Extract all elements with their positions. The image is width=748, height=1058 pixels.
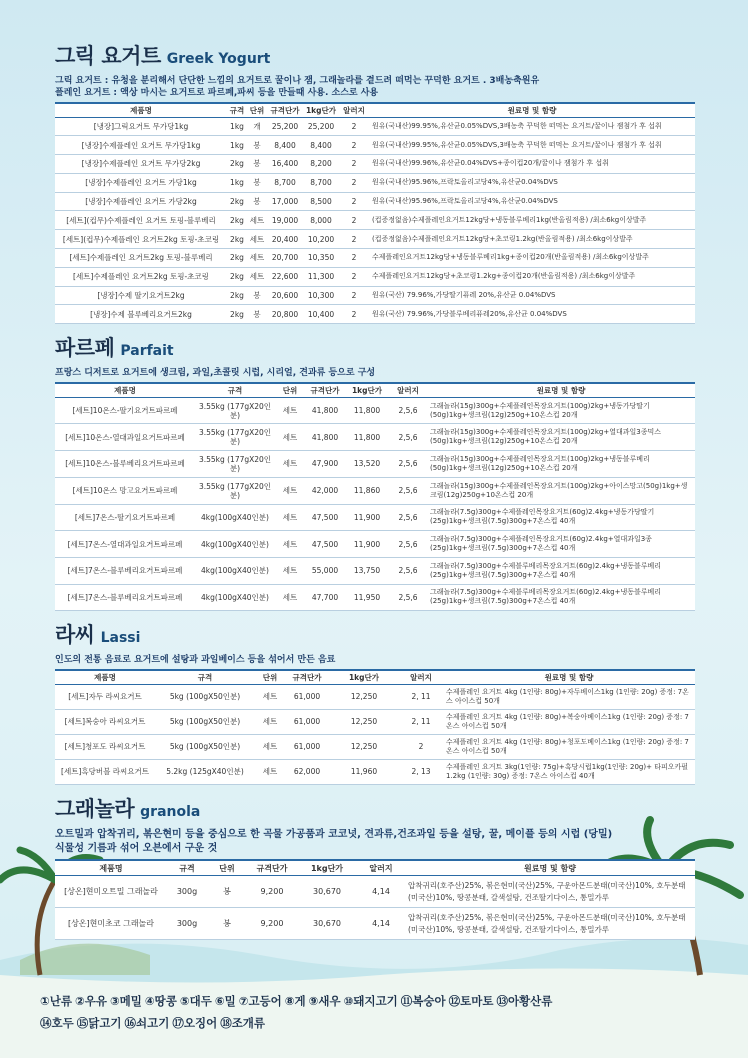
table-cell: 2kg	[227, 267, 247, 286]
table-cell: 봉	[247, 286, 267, 305]
table-cell: (컵증정없음)수제플레인요거트12kg당+냉동블루베리1kg(반올림적용) /최소6kg이상발주	[369, 211, 695, 230]
table-cell: 61,000	[285, 684, 329, 709]
table-cell: 12,250	[329, 709, 399, 734]
table-cell: 62,000	[285, 759, 329, 784]
table-cell: 25,200	[267, 117, 303, 136]
table-cell: 봉	[247, 136, 267, 155]
table-cell: 1kg	[227, 136, 247, 155]
allergen-item: ⑱조개류	[220, 1016, 266, 1030]
table-row	[55, 173, 695, 192]
table-cell: 5kg (100gX50인분)	[155, 684, 255, 709]
table-cell: 41,800	[305, 424, 345, 451]
description: 플레인 요거트 : 액상 마시는 요거트로 파르페,파씨 등을 만들때 사용. 소스로 사용	[55, 88, 379, 98]
col-header: 제품명	[55, 860, 167, 876]
col-header: 원료명 및 함량	[427, 383, 695, 397]
table-cell: 그래놀라(7.5g)300g+수제블루베리목장요거트(60g)2.4kg+냉동블루베리(25g)1kg+생크림(7.5g)300g+7온스컵 40개	[427, 557, 695, 584]
col-header: 규격단가	[305, 383, 345, 397]
table-cell: 2	[399, 734, 443, 759]
table-cell: 2kg	[227, 211, 247, 230]
description: 식물성 기름과 섞어 오븐에서 구운 것	[55, 842, 218, 854]
table-cell: 2,5,6	[389, 504, 427, 531]
table-cell: 압착귀리(호주산)25%, 볶은현미(국산)25%, 구운아몬드분태(미국산)10%, 호두분태(미국산)10%, 땅콩분태, 갈색설탕, 건조딸기다이스, 통밀가루	[405, 908, 695, 940]
col-header: 원료명 및 함량	[443, 670, 695, 684]
table-cell: 2kg	[227, 305, 247, 324]
table-cell: 세트	[255, 759, 285, 784]
title-ko: 그릭 요거트	[55, 44, 161, 68]
table-header	[55, 860, 695, 876]
table-cell: 그래놀라(15g)300g+수제플레인목장요거트(100g)2kg+냉동가당딸기(50g)1kg+생크림(12g)250g+10온스컵 20개	[427, 397, 695, 424]
table-cell: [세트]7온스-블루베리요거트파르페	[55, 557, 195, 584]
table-cell: 그래놀라(7.5g)300g+수제플레인목장요거트(60g)2.4kg+열대과일3종(25g)1kg+생크림(7.5g)300g+7온스컵 40개	[427, 531, 695, 558]
col-header: 규격	[167, 860, 207, 876]
table-cell: 300g	[167, 876, 207, 908]
table-cell: 세트	[275, 397, 305, 424]
table-cell: 수제플레인 요거트 4kg (1인량: 80g)+복숭아베이스1kg (1인량: 20g) 증정: 7온스 아이스컵 50개	[443, 709, 695, 734]
table-row	[55, 267, 695, 286]
table-cell: 2	[339, 267, 369, 286]
col-header: 규격	[195, 383, 275, 397]
title-ko: 파르페	[55, 336, 115, 361]
table-cell: 1kg	[227, 173, 247, 192]
table-header	[55, 383, 695, 397]
section-title	[55, 793, 695, 823]
table-cell: 41,800	[305, 397, 345, 424]
table-cell: 5kg (100gX50인분)	[155, 709, 255, 734]
col-header: 제품명	[55, 383, 195, 397]
table-cell: 2kg	[227, 155, 247, 174]
table-cell: 11,950	[345, 584, 389, 611]
title-en: Lassi	[100, 630, 141, 647]
table-cell: 세트	[247, 267, 267, 286]
table-cell: [세트]10온스 망고요거트파르페	[55, 477, 195, 504]
table-cell: 4kg(100gX40인분)	[195, 504, 275, 531]
section-lassi	[55, 619, 695, 785]
col-header: 알러지	[339, 103, 369, 117]
allergen-item: ⑤대두	[179, 994, 212, 1008]
col-header: 단위	[207, 860, 247, 876]
col-header: 1kg단가	[303, 103, 339, 117]
table-cell: 2, 11	[399, 709, 443, 734]
table-cell: 수제플레인 요거트 3kg(1인량: 75g)+흑당시럽1kg(1인량: 20g)+ 타피오카펄 1.2kg (1인량: 30g) 증정: 7온스 아이스컵 40개	[443, 759, 695, 784]
table-cell: 세트	[255, 709, 285, 734]
table-cell: 8,500	[303, 192, 339, 211]
table-cell: [세트]10온스-딸기요거트파르페	[55, 397, 195, 424]
table-cell: 10,400	[303, 305, 339, 324]
description: 그릭 요거트 : 유청을 분리해서 단단한 느낌의 요거트로 꿀이나 잼, 그래놀라를 곁드려 떠먹는 꾸덕한 요거트 . 3배농축원유	[55, 76, 540, 86]
table-row	[55, 192, 695, 211]
col-header: 제품명	[55, 103, 227, 117]
table-cell: [세트]7온스-딸기요거트파르페	[55, 504, 195, 531]
table-row	[55, 249, 695, 268]
col-header: 단위	[275, 383, 305, 397]
table-body	[55, 117, 695, 324]
table-cell: 20,400	[267, 230, 303, 249]
table-row	[55, 155, 695, 174]
allergen-item: ①난류	[40, 994, 72, 1008]
table-cell: 8,700	[303, 173, 339, 192]
table-cell: 원유(국내산)95.96%,프락토올리고당4%,유산균0.04%DVS	[369, 173, 695, 192]
table-cell: 2,5,6	[389, 451, 427, 478]
col-header: 규격단가	[267, 103, 303, 117]
allergen-item: ②우유	[74, 994, 107, 1008]
table-cell: 3.55kg (177gX20인분)	[195, 451, 275, 478]
table-cell: 19,000	[267, 211, 303, 230]
table-cell: [세트]수제플레인 요거트2kg 토핑-블루베리	[55, 249, 227, 268]
table-cell: 20,700	[267, 249, 303, 268]
table-cell: 세트	[247, 249, 267, 268]
table-cell: 2,5,6	[389, 424, 427, 451]
table-cell: 2, 11	[399, 684, 443, 709]
description: 인도의 전통 음료로 요거트에 설탕과 과일베이스 등을 섞어서 만든 음료	[55, 655, 336, 666]
table-row	[55, 557, 695, 584]
table-cell: 42,000	[305, 477, 345, 504]
col-header: 원료명 및 함량	[369, 103, 695, 117]
allergen-item: ⑩돼지고기	[343, 994, 398, 1008]
table-cell: 봉	[207, 876, 247, 908]
table-row	[55, 397, 695, 424]
table-cell: 5kg (100gX50인분)	[155, 734, 255, 759]
table-cell: 2	[339, 173, 369, 192]
table-row	[55, 876, 695, 908]
table-cell: 세트	[275, 504, 305, 531]
table-cell: [냉장]수제 딸기요거트2kg	[55, 286, 227, 305]
col-header: 1kg단가	[297, 860, 357, 876]
table-cell: 수제플레인 요거트 4kg (1인량: 80g)+청포도베이스1kg (1인량: 20g) 증정: 7온스 아이스컵 50개	[443, 734, 695, 759]
table-cell: 12,250	[329, 684, 399, 709]
table-cell: [냉장]수제플레인 요거트 가당1kg	[55, 173, 227, 192]
table-cell: 2kg	[227, 286, 247, 305]
table-cell: 4,14	[357, 908, 405, 940]
table-cell: [상온]현미오트밀 그래놀라	[55, 876, 167, 908]
table-row	[55, 759, 695, 784]
col-header: 알러지	[399, 670, 443, 684]
table-cell: 8,700	[267, 173, 303, 192]
allergen-item: ⑰오징어	[172, 1016, 218, 1030]
table-cell: 세트	[247, 230, 267, 249]
table-cell: 2	[339, 155, 369, 174]
allergen-item: ⑥밀	[214, 994, 236, 1008]
table-cell: 2,5,6	[389, 584, 427, 611]
table-cell: 그래놀라(15g)300g+수제플레인목장요거트(100g)2kg+냉동블루베리(50g)1kg+생크림(12g)250g+10온스컵 20개	[427, 451, 695, 478]
title-en: Greek Yogurt	[166, 51, 271, 67]
table-cell: 13,520	[345, 451, 389, 478]
allergen-item: ⑨새우	[308, 994, 341, 1008]
allergen-item: ⑧게	[284, 994, 306, 1008]
table-cell: 4kg(100gX40인분)	[195, 531, 275, 558]
table-cell: [세트]청포도 라씨요거트	[55, 734, 155, 759]
table-cell: [세트]자두 라씨요거트	[55, 684, 155, 709]
table-cell: [냉장]그릭요거트 무가당1kg	[55, 117, 227, 136]
table-cell: 20,600	[267, 286, 303, 305]
section-greek-yogurt	[55, 40, 695, 324]
col-header: 규격단가	[247, 860, 297, 876]
table-row	[55, 584, 695, 611]
table-row	[55, 531, 695, 558]
table-row	[55, 477, 695, 504]
table-cell: 13,750	[345, 557, 389, 584]
table-row	[55, 424, 695, 451]
table-cell: 11,860	[345, 477, 389, 504]
table-cell: 2,5,6	[389, 531, 427, 558]
section-title	[55, 619, 695, 649]
table-cell: [세트](컵무)수제플레인 요거트 토핑-블루베리	[55, 211, 227, 230]
table-cell: 2	[339, 230, 369, 249]
table-cell: 그래놀라(7.5g)300g+수제블루베리목장요거트(60g)2.4kg+냉동블루베리(25g)1kg+생크림(7.5g)300g+7온스컵 40개	[427, 584, 695, 611]
table-cell: 4,14	[357, 876, 405, 908]
table-cell: 세트	[275, 424, 305, 451]
table-cell: 원유(국내산)99.95%,유산균0.05%DVS,3배농축 꾸덕한 떠먹는 요거트/꿀이나 잼첨가 후 섭취	[369, 136, 695, 155]
table-cell: 원유(국내산)99.95%,유산균0.05%DVS,3배농축 꾸덕한 떠먹는 요거트/꿀이나 잼첨가 후 섭취	[369, 117, 695, 136]
table-cell: 세트	[275, 451, 305, 478]
allergen-legend	[40, 990, 720, 1034]
table-cell: 1kg	[227, 117, 247, 136]
table-cell: 10,350	[303, 249, 339, 268]
table-header	[55, 103, 695, 117]
table-cell: 수제플레인 요거트 4kg (1인량: 80g)+자두베이스1kg (1인량: 20g) 증정: 7온스 아이스컵 50개	[443, 684, 695, 709]
table-cell: 수제플레인요거트12kg당+초코링1.2kg+종이컵20개(반올림적용) /최소6kg이상발주	[369, 267, 695, 286]
section-title	[55, 40, 695, 70]
table-cell: 원유(국내산)95.96%,프락토올리고당4%,유산균0.04%DVS	[369, 192, 695, 211]
table-cell: 세트	[275, 531, 305, 558]
allergen-item: ⑯쇠고기	[124, 1016, 170, 1030]
table-cell: 10,300	[303, 286, 339, 305]
table-cell: 11,300	[303, 267, 339, 286]
allergen-item: ⑮닭고기	[76, 1016, 122, 1030]
table-cell: 2	[339, 305, 369, 324]
table-cell: [상온]현미초코 그래놀라	[55, 908, 167, 940]
table-cell: 47,900	[305, 451, 345, 478]
table-cell: 8,400	[267, 136, 303, 155]
table-cell: 2kg	[227, 249, 247, 268]
table-cell: 17,000	[267, 192, 303, 211]
table-cell: 세트	[255, 684, 285, 709]
table-cell: 2	[339, 117, 369, 136]
table-cell: 47,500	[305, 531, 345, 558]
table-cell: 8,400	[303, 136, 339, 155]
allergen-item: ⑬아황산류	[496, 994, 553, 1008]
table-cell: [세트]복숭아 라씨요거트	[55, 709, 155, 734]
table-cell: 2,5,6	[389, 397, 427, 424]
title-ko: 그래놀라	[55, 796, 135, 821]
table-cell: 25,200	[303, 117, 339, 136]
table-cell: 12,250	[329, 734, 399, 759]
table-cell: 16,400	[267, 155, 303, 174]
table-cell: 봉	[247, 192, 267, 211]
table-cell: 2,5,6	[389, 477, 427, 504]
table-row	[55, 136, 695, 155]
col-header: 규격	[155, 670, 255, 684]
col-header: 알러지	[389, 383, 427, 397]
table-cell: 9,200	[247, 908, 297, 940]
table-row	[55, 117, 695, 136]
table-row	[55, 230, 695, 249]
table-body	[55, 684, 695, 784]
table-cell: 30,670	[297, 908, 357, 940]
product-table	[55, 859, 695, 941]
table-cell: 봉	[207, 908, 247, 940]
table-row	[55, 305, 695, 324]
table-cell: [냉장]수제 블루베리요거트2kg	[55, 305, 227, 324]
table-cell: 압착귀리(호주산)25%, 볶은현미(국산)25%, 구운아몬드분태(미국산)10%, 호두분태(미국산)10%, 땅콩분태, 갈색설탕, 건조딸기다이스, 통밀가루	[405, 876, 695, 908]
table-cell: 30,670	[297, 876, 357, 908]
col-header: 단위	[247, 103, 267, 117]
table-cell: 2kg	[227, 192, 247, 211]
allergen-item: ⑫토마토	[448, 994, 494, 1008]
table-cell: 61,000	[285, 709, 329, 734]
table-cell: 47,700	[305, 584, 345, 611]
product-table	[55, 102, 695, 324]
table-cell: 3.55kg (177gX20인분)	[195, 477, 275, 504]
table-cell: 원유(국산) 79.96%,가당딸기퓨레 20%,유산균 0.04%DVS	[369, 286, 695, 305]
allergen-item: ⑭호두	[40, 1016, 74, 1030]
table-cell: 8,000	[303, 211, 339, 230]
table-cell: 8,200	[303, 155, 339, 174]
table-cell: 11,960	[329, 759, 399, 784]
allergen-item: ③메밀	[109, 994, 142, 1008]
table-row	[55, 286, 695, 305]
table-cell: 55,000	[305, 557, 345, 584]
table-cell: 9,200	[247, 876, 297, 908]
table-cell: 2, 13	[399, 759, 443, 784]
table-cell: 개	[247, 117, 267, 136]
table-cell: 4kg(100gX40인분)	[195, 557, 275, 584]
table-cell: 봉	[247, 155, 267, 174]
table-cell: [냉장]수제플레인 요거트 무가당2kg	[55, 155, 227, 174]
table-cell: 2	[339, 249, 369, 268]
table-header	[55, 670, 695, 684]
table-cell: 5.2kg (125gX40인분)	[155, 759, 255, 784]
description: 프랑스 디저트로 요거트에 생크림, 과일,초콜릿 시럽, 시리얼, 견과류 등으로 구성	[55, 368, 376, 379]
col-header: 알러지	[357, 860, 405, 876]
table-cell: 원유(국산) 79.96%,가당블루베리퓨레20%,유산균 0.04%DVS	[369, 305, 695, 324]
allergen-item: ⑦고등어	[238, 994, 282, 1008]
table-cell: 그래놀라(15g)300g+수제플레인목장요거트(100g)2kg+아이스망고(50g)1kg+생크림(12g)250g+10온스컵 20개	[427, 477, 695, 504]
table-cell: 20,800	[267, 305, 303, 324]
table-cell: [세트]수제플레인 요거트2kg 토핑-초코링	[55, 267, 227, 286]
table-cell: 3.55kg (177gX20인분)	[195, 424, 275, 451]
col-header: 1kg단가	[345, 383, 389, 397]
section-title	[55, 332, 695, 362]
product-table	[55, 669, 695, 785]
table-cell: 세트	[255, 734, 285, 759]
table-cell: [세트]7온스-열대과일요거트파르페	[55, 531, 195, 558]
table-cell: 2	[339, 136, 369, 155]
table-cell: 원유(국내산)99.96%,유산균0.04%DVS+종이컵20개/꿀이나 잼첨가 후 섭취	[369, 155, 695, 174]
table-row	[55, 684, 695, 709]
table-cell: 2	[339, 286, 369, 305]
table-body	[55, 876, 695, 940]
table-cell: 봉	[247, 173, 267, 192]
section-granola	[55, 793, 695, 941]
col-header: 규격	[227, 103, 247, 117]
description: 오트밀과 압착귀리, 볶은현미 등을 중심으로 한 곡물 가공품과 코코넛, 견과류,건조과일 등을 설탕, 꿀, 메이플 등의 시럽 (당밀)	[55, 828, 613, 840]
section-parfait	[55, 332, 695, 611]
table-cell: 300g	[167, 908, 207, 940]
table-cell: [세트](컵무)수제플레인 요거트2kg 토핑-초코링	[55, 230, 227, 249]
title-en: granola	[140, 803, 201, 820]
title-ko: 라씨	[55, 623, 95, 648]
title-en: Parfait	[120, 343, 174, 360]
page-content	[55, 40, 695, 948]
table-cell: 2	[339, 211, 369, 230]
table-cell: [세트]7온스-블루베리요거트파르페	[55, 584, 195, 611]
table-row	[55, 709, 695, 734]
table-cell: [세트]흑당버블 라씨요거트	[55, 759, 155, 784]
table-cell: 수제플레인요거트12kg당+냉동블루베리1kg+종이컵20개(반올림적용) /최소6kg이상발주	[369, 249, 695, 268]
table-cell: 22,600	[267, 267, 303, 286]
table-cell: 2kg	[227, 230, 247, 249]
table-cell: 2,5,6	[389, 557, 427, 584]
col-header: 단위	[255, 670, 285, 684]
col-header: 규격단가	[285, 670, 329, 684]
table-cell: 61,000	[285, 734, 329, 759]
table-cell: 그래놀라(7.5g)300g+수제플레인목장요거트(60g)2.4kg+냉동가당딸기(25g)1kg+생크림(7.5g)300g+7온스컵 40개	[427, 504, 695, 531]
table-cell: (컵증정없음)수제플레인요거트12kg당+초코링1.2kg(반올림적용) /최소6kg이상발주	[369, 230, 695, 249]
table-cell: 세트	[275, 557, 305, 584]
table-cell: 봉	[247, 305, 267, 324]
table-cell: [세트]10온스-블루베리요거트파르페	[55, 451, 195, 478]
col-header: 원료명 및 함량	[405, 860, 695, 876]
table-cell: 47,500	[305, 504, 345, 531]
table-body	[55, 397, 695, 611]
allergen-item: ④땅콩	[144, 994, 177, 1008]
allergen-item: ⑪복숭아	[400, 994, 446, 1008]
table-cell: 11,800	[345, 397, 389, 424]
table-row	[55, 504, 695, 531]
table-cell: 세트	[275, 584, 305, 611]
table-row	[55, 211, 695, 230]
table-cell: 11,800	[345, 424, 389, 451]
col-header: 1kg단가	[329, 670, 399, 684]
table-cell: 11,900	[345, 504, 389, 531]
table-cell: 11,900	[345, 531, 389, 558]
table-cell: 3.55kg (177gX20인분)	[195, 397, 275, 424]
table-row	[55, 451, 695, 478]
table-row	[55, 908, 695, 940]
table-cell: [냉장]수제플레인 요거트 가당2kg	[55, 192, 227, 211]
table-cell: [세트]10온스-열대과일요거트파르페	[55, 424, 195, 451]
table-cell: 4kg(100gX40인분)	[195, 584, 275, 611]
table-cell: 10,200	[303, 230, 339, 249]
product-table	[55, 382, 695, 611]
table-row	[55, 734, 695, 759]
table-cell: [냉장]수제플레인 요거트 무가당1kg	[55, 136, 227, 155]
table-cell: 그래놀라(15g)300g+수제플레인목장요거트(100g)2kg+열대과일3종믹스(50g)1kg+생크림(12g)250g+10온스컵 20개	[427, 424, 695, 451]
table-cell: 세트	[247, 211, 267, 230]
col-header: 제품명	[55, 670, 155, 684]
table-cell: 세트	[275, 477, 305, 504]
table-cell: 2	[339, 192, 369, 211]
